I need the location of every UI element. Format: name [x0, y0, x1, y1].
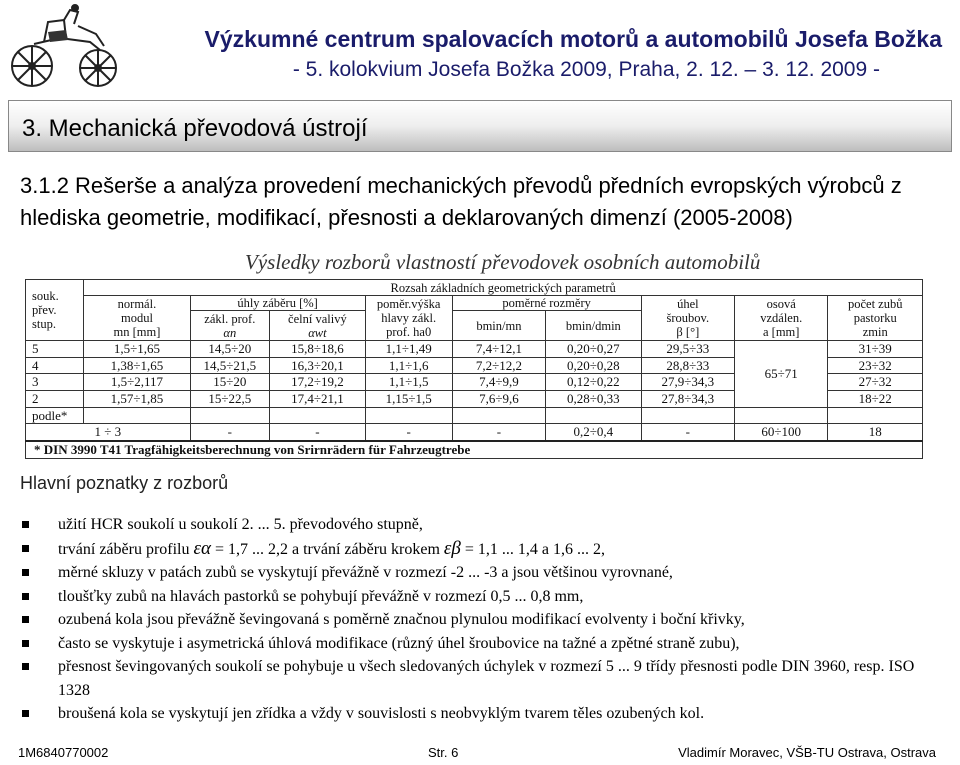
- notes-title: Hlavní poznatky z rozborů: [20, 473, 229, 493]
- header-relative-dimensions: poměrné rozměry: [452, 296, 641, 311]
- table-footnote-row: [26, 441, 923, 458]
- header-b-d: bmin/dmin: [546, 311, 642, 341]
- parameters-table-container: [25, 279, 923, 459]
- center-distance-value: 65÷71: [735, 341, 828, 408]
- header-face-angle: čelní valivý αwt: [270, 311, 366, 341]
- header-group-title: Rozsah základních geometrických parametrů: [84, 280, 923, 296]
- list-item: měrné skluzy v patách zubů se vyskytují převážně v rozmezí -2 ... -3 a jsou většinou vyrovnané,: [0, 561, 928, 585]
- bullet-square-icon: [22, 710, 29, 717]
- footer-page-number: Str. 6: [428, 745, 459, 760]
- list-item: trvání záběru profilu εα = 1,7 ... 2,2 a trvání záběru krokem εβ = 1,1 ... 1,4 a 1,6 ... 2,: [0, 537, 928, 562]
- header-base-profile-angle: zákl. prof. αn: [190, 311, 270, 341]
- table-row-podle: 1 ÷ 3 - - - - 0,2÷0,4 - 60÷100 18: [26, 424, 923, 441]
- table-row-podle-label: podle*: [26, 407, 923, 424]
- bullet-square-icon: [22, 640, 29, 647]
- list-item: často se vyskytuje i asymetrická úhlová modifikace (různý úhel šroubovice na tažné a zpětné straně zubu),: [0, 632, 928, 656]
- list-item: broušená kola se vyskytují jen zřídka a vždy v souvislosti s neobvyklým tvarem těles ozubených kol.: [0, 702, 928, 726]
- notes-list: [0, 513, 928, 726]
- header-pinion-teeth: počet zubů pastorku zmin: [828, 296, 923, 341]
- footer-author: Vladimír Moravec, VŠB-TU Ostrava, Ostrava: [678, 745, 936, 760]
- subsection-title: 3.1.2 Rešerše a analýza provedení mechanických převodů předních evropských výrobců z hlediska geometrie, modifikací, přesnosti a deklarovaných dimenzí (2005-2008): [20, 173, 902, 230]
- table-row: 4 1,38÷1,65 14,5÷21,5 16,3÷20,1 1,1÷1,6 7,2÷12,2 0,20÷0,28 28,8÷33 23÷32: [26, 357, 923, 374]
- header-helix-angle: úhel šroubov. β [°]: [641, 296, 734, 341]
- bullet-square-icon: [22, 616, 29, 623]
- header-b-mn: bmin/mn: [452, 311, 545, 341]
- header-pressure-angles: úhly záběru [%]: [190, 296, 365, 311]
- table-footnote: * DIN 3990 T41 Tragfähigkeitsberechnung von Srirnrädern für Fahrzeugtrebe: [26, 441, 923, 458]
- table-row: 2 1,57÷1,85 15÷22,5 17,4÷21,1 1,15÷1,5 7,6÷9,6 0,28÷0,33 27,8÷34,3 18÷22: [26, 391, 923, 408]
- header-normal-module: normál. modul mn [mm]: [84, 296, 190, 341]
- header-tooth-height: poměr.výška hlavy zákl. prof. ha0: [365, 296, 452, 341]
- vintage-car-logo: [4, 4, 124, 90]
- list-item: tloušťky zubů na hlavách pastorků se pohybují převážně v rozmezí 0,5 ... 0,8 mm,: [0, 585, 928, 609]
- bullet-square-icon: [22, 663, 29, 670]
- list-item: ozubená kola jsou převážně ševingovaná s poměrně značnou plynulou modifikací evolventy i boční křivky,: [0, 608, 928, 632]
- header-center-distance: osová vzdálen. a [mm]: [735, 296, 828, 341]
- bullet-square-icon: [22, 569, 29, 576]
- footer-project-id: 1M6840770002: [18, 745, 109, 760]
- header-subtitle: - 5. kolokvium Josefa Božka 2009, Praha, 2. 12. – 3. 12. 2009 -: [292, 58, 880, 81]
- bullet-square-icon: [22, 521, 29, 528]
- table-row: 5 1,5÷1,65 14,5÷20 15,8÷18,6 1,1÷1,49 7,4÷12,1 0,20÷0,27 29,5÷33 65÷71 31÷39: [26, 341, 923, 358]
- bullet-square-icon: [22, 545, 29, 552]
- header-gear-stage: souk. přev. stup.: [26, 280, 84, 341]
- list-item: přesnost ševingovaných soukolí se pohybuje u všech sledovaných úchylek v rozmezí 5 ... 9 třídy přesnosti podle DIN 3960, resp. ISO 1328: [0, 655, 928, 702]
- table-caption: Výsledky rozborů vlastností převodovek osobních automobilů: [245, 250, 761, 274]
- list-item: užití HCR soukolí u soukolí 2. ... 5. převodového stupně,: [0, 513, 928, 537]
- bullet-square-icon: [22, 593, 29, 600]
- header-title: Výzkumné centrum spalovacích motorů a automobilů Josefa Božka: [204, 26, 942, 52]
- table-row: 3 1,5÷2,117 15÷20 17,2÷19,2 1,1÷1,5 7,4÷9,9 0,12÷0,22 27,9÷34,3 27÷32: [26, 374, 923, 391]
- parameters-table: [25, 279, 923, 459]
- section-title: 3. Mechanická převodová ústrojí: [22, 115, 368, 142]
